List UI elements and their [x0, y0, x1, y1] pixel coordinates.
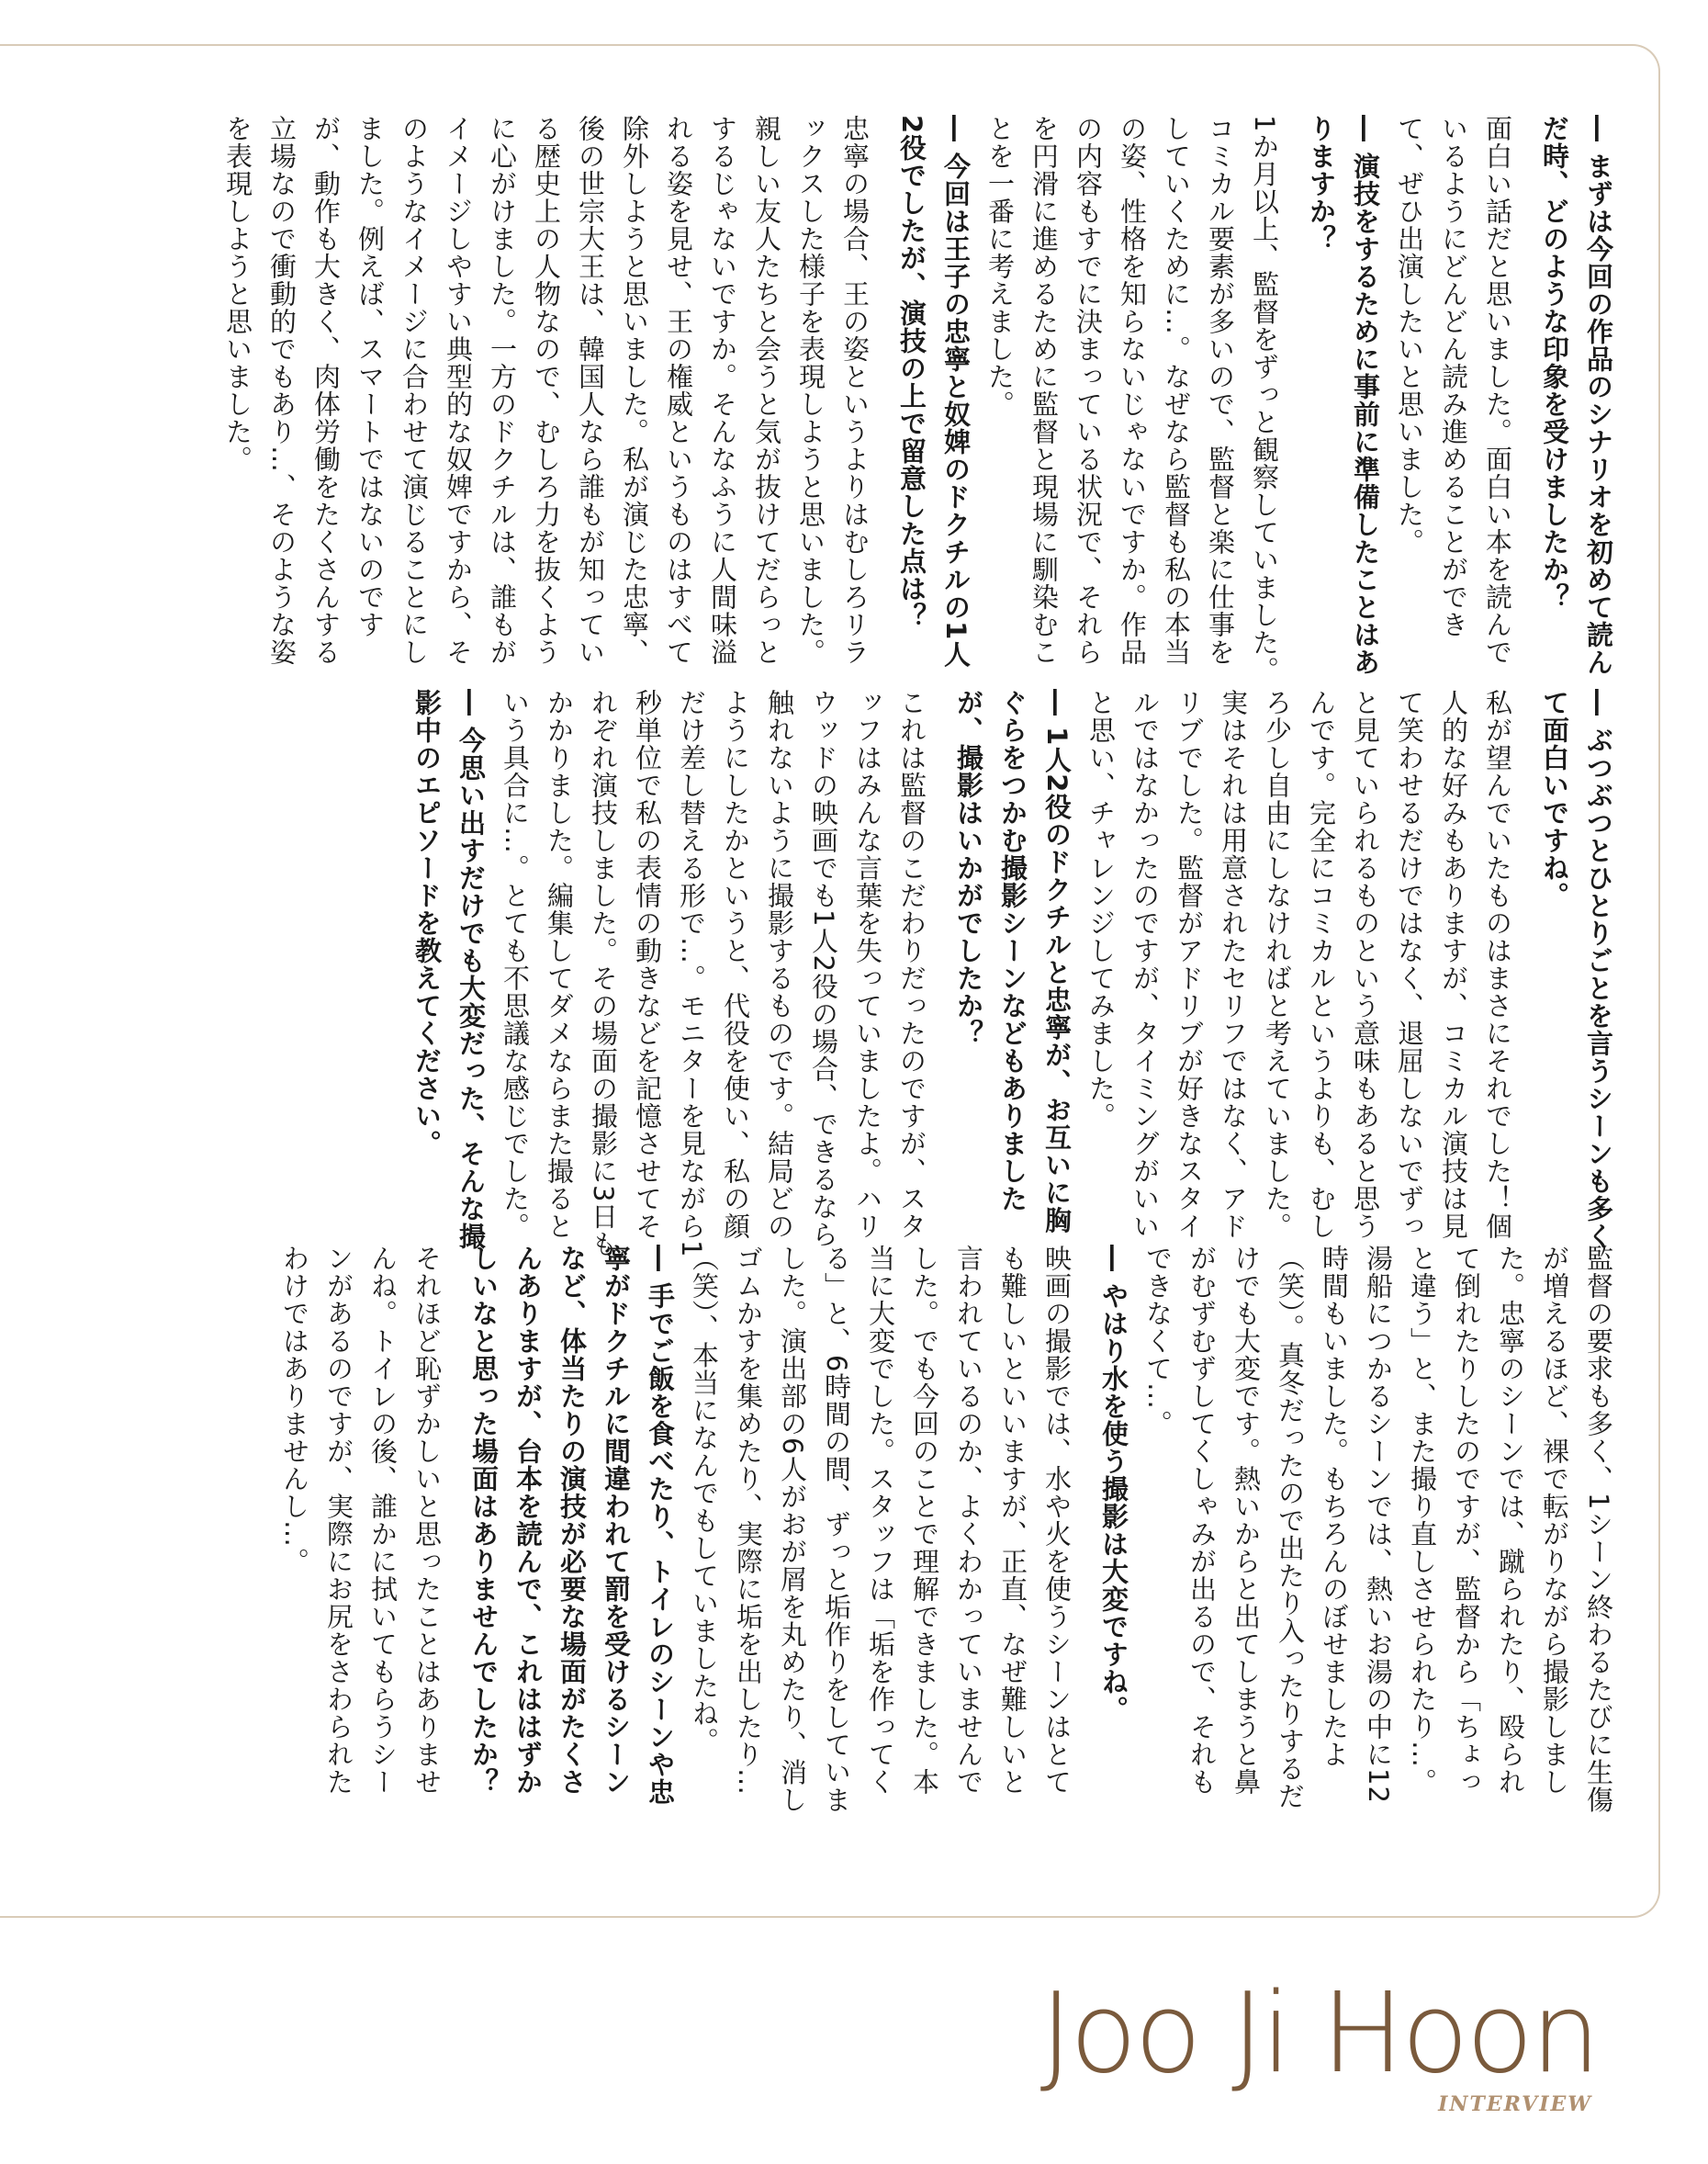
question-heading: ― 今回は王子の忠寧と奴婢のドクチルの1人2役でしたが、演技の上で留意した点は？ [896, 115, 972, 669]
text-tier-middle [392, 689, 1621, 1258]
answer-paragraph: 忠寧の場合、王の姿というよりはむしろリラックスした様子を表現しようと思いました。親しい友人たちと会うと気が抜けてだらっとするじゃないですか。そんなふうに人間味溢れる姿を見せ、王の権威というものはすべて除外しようと思いました。私が演じた忠寧、後の世宗大王は、韓国人なら誰もが知っている歴史上の人物なので、むしろ力を抜くように心がけました。一方のドクチルは、誰もがイメージしやすい典型的な奴婢ですから、そのようなイメージに合わせて演じることにしました。例えば、スマートではないのですが、動作も大きく、肉体労働をたくさんする立場なので衝動的でもあり…、そのような姿を表現しようと思いました。 [222, 115, 871, 666]
interview-footer [955, 1970, 1598, 2131]
question-heading: ― 1人2役のドクチルと忠寧が、お互いに胸ぐらをつかむ撮影シーンなどもありましたが、撮影はいかがでしたか？ [953, 689, 1073, 1234]
text-tier-lower [273, 1245, 1621, 1814]
question-heading: ― 演技をするために事前に準備したことはありますか？ [1306, 115, 1381, 677]
answer-paragraph: 面白い話だと思いました。面白い本を読んでいるようにどんどん読み進めることができて、ぜひ出演したいと思いました。 [1394, 115, 1513, 666]
answer-paragraph: それほど恥ずかしいと思ったことはありませんね。トイレの後、誰かに拭いてもらうシーンがあるのですが、実際にお尻をさわられたわけではありませんし…。 [279, 1245, 443, 1796]
question-heading: ― ぶつぶつとひとりごとを言うシーンも多くて面白いですね。 [1539, 689, 1614, 1251]
answer-paragraph: 1か月以上、監督をずっと観察していました。コミカル要素が多いので、監督と楽に仕事をしていくために…。なぜなら監督も私の本当の姿、性格を知らないじゃないですか。作品の内容もすでに決まっている状況で、それらを円滑に進めるために監督と現場に馴染むことを一番に考えました。 [984, 115, 1280, 684]
question-heading: ― 今思い出すだけでも大変だった、そんな撮影中のエピソードを教えてください。 [411, 689, 487, 1251]
question-heading: ― やはり水を使う撮影は大変ですね。 [1098, 1245, 1129, 1724]
text-tier-upper [216, 115, 1621, 684]
interviewee-name: Joo Ji Hoon [1039, 1970, 1598, 2098]
answer-paragraph: これは監督のこだわりだったのですが、スタッフはみんな言葉を失っていましたよ。ハリウッドの映画でも1人2役の場合、できるなら触れないように撮影するものです。結局どのようにしたかというと、代役を使い、私の顔だけ差し替える形で…。モニターを見ながら1秒単位で私の表情の動きなどを記憶させてそれぞれ演技しました。その場面の撮影に3日もかかりました。編集してダメならまた撮るという具合に…。とても不思議な感じでした。 [500, 689, 927, 1258]
answer-paragraph: 監督の要求も多く、1シーン終わるたびに生傷が増えるほど、裸で転がりながら撮影しました。忠寧のシーンでは、蹴られたり、殴られて倒れたりしたのですが、監督から「ちょっと違う」と、また撮り直しさせられたり…。湯船につかるシーンでは、熱いお湯の中に12時間もいました。もちろんのぼせましたよ（笑）。真冬だったので出たり入ったりするだけでも大変です。熱いからと出てしまうと鼻がむずむずしてくしゃみが出るので、それもできなくて…。 [1142, 1245, 1614, 1814]
answer-paragraph: 映画の撮影では、水や火を使うシーンはとても難しいといいますが、正直、なぜ難しいと言われているのか、よくわかっていませんでした。でも今回のことで理解できました。本当に大変でした。スタッフは「垢を作ってくる」と、6時間の間、ずっと垢作りをしていました。演出部の6人がおが屑を丸めたり、消しゴムかすを集めたり、実際に垢を出したり…（笑）、本当になんでもしていましたね。 [689, 1245, 1073, 1814]
question-heading: ― 手でご飯を食べたり、トイレのシーンや忠寧がドクチルに間違われて罰を受けるシーンなど、体当たりの演技が必要な場面がたくさんありますが、台本を読んで、これははずかしいなと思った場面はありませんでしたか？ [468, 1245, 676, 1807]
section-label: INTERVIEW [1438, 2092, 1592, 2116]
answer-paragraph: 私が望んでいたものはまさにそれでした！個人的な好みもありますが、コミカル演技は見て笑わせるだけではなく、退屈しないでずっと見ていられるものという意味もあると思うんです。完全にコミカルというよりも、むしろ少し自由にしなければと考えていました。実はそれは用意されたセリフではなく、アドリブでした。監督がアドリブが好きなスタイルではなかったのですが、タイミングがいいと思い、チャレンジしてみました。 [1085, 689, 1513, 1240]
question-heading: ― まずは今回の作品のシナリオを初めて読んだ時、どのような印象を受けましたか？ [1539, 115, 1614, 677]
